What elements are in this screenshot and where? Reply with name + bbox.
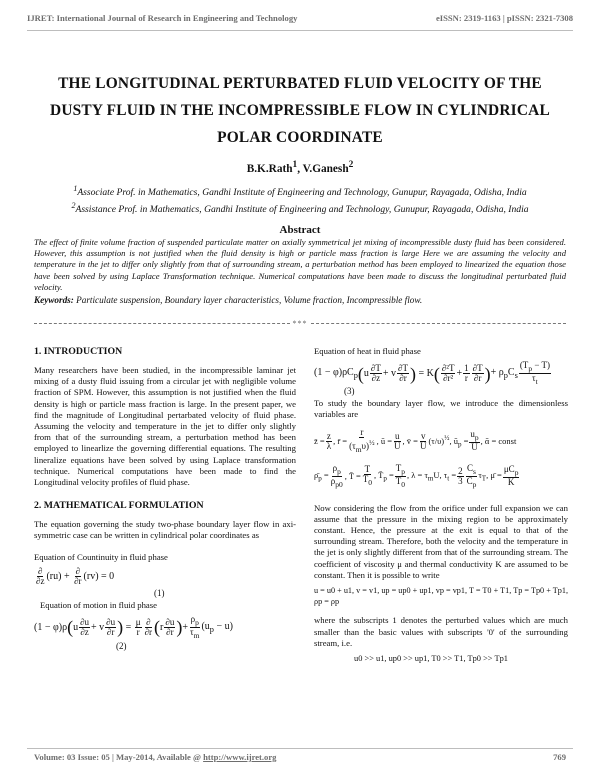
eq2-number: (2) (116, 640, 127, 651)
heat-equation: $(1 - \varphi)\rho C_p$ ( u $\frac{\partial T}{\partial z}$ + v $\frac{\partial T}{\partial r}$ ) = K ( $\frac{\text{∂²T}}{\text{∂r²}}$ + $\frac{1}{r}$ $\frac{\partial T}{\partial r}$ ) + $\rho_pC_s$ $\frac{(T_p - T)}{\tau_t}$ (314, 360, 550, 386)
dimensionless-variables-2: $\rhō_p$ = $\frac{\rho_p}{\rho_{p0}}$ , T̄ = $\frac{T}{T_0}$ , $T̄_p$ = $\frac{T_p}{T_0}$ , $\lambda = \tau_mU$, $\tau_t$ = $\frac{2}{3}$ $\frac{C_s}{C_p}$ $\tau_T$, μ̄ = $\frac{\mu C_p}{K}$ (314, 463, 519, 489)
math-heading: 2. MATHEMATICAL FORMULATION (34, 500, 204, 512)
keywords-text: Particulate suspension, Boundary layer characteristics, Volume fraction, Incompressible flow. (73, 295, 423, 305)
inequalities: u0 >> u1, up0 >> up1, T0 >> T1, Tp0 >> Tp1 (354, 654, 508, 664)
journal-url-link[interactable]: http://www.ijret.org (203, 752, 277, 762)
eq1-number: (1) (154, 587, 165, 598)
left-column (34, 346, 296, 651)
author-2: V.Ganesh (302, 162, 349, 175)
substitution-expression: u = u0 + u1, v = v1, up = up0 + up1, vp = vp1, T = T0 + T1, Tp = Tp0 + Tp1, ρp = ρp (314, 586, 568, 607)
page-footer (34, 752, 566, 766)
abstract-heading: Abstract (279, 224, 321, 236)
continuity-equation: $\frac{\partial}{\partial z}$ (ru) + $\frac{\partial}{\partial r}$ (rv) = 0 (36, 565, 115, 586)
right-column (314, 346, 568, 672)
paper-title: THE LONGITUDINAL PERTURBATED FLUID VELOCITY OF THE DUSTY FLUID IN THE INCOMPRESSIBLE FLOW IN CYLINDRICAL POLAR COORDINATE (50, 75, 550, 146)
study-text: To study the boundary layer flow, we introduce the dimensionless variables are (314, 397, 568, 419)
header-divider (27, 30, 573, 31)
footer-divider (27, 748, 573, 749)
eq3-label: Equation of heat in fluid phase (314, 346, 421, 356)
eq2-label: Equation of motion in fluid phase (40, 599, 158, 610)
motion-equation: (1 − φ)ρ ( u $\frac{\partial u}{\partial z}$ + v $\frac{\partial u}{\partial r}$ ) = $\frac{\mu}{r}$ $\frac{\partial}{\partial r}$ ( r $\frac{\partial u}{\partial r}$ ) + $\frac{\rho_p}{\tau_m}$ $(u_p - u)$ (34, 614, 233, 640)
authors (0, 160, 600, 175)
separator-mark: *** (292, 318, 308, 328)
eq1-label: Equation of Countinuity in fluid phase (34, 551, 168, 562)
page-number: 769 (553, 752, 566, 762)
section-separator (34, 318, 566, 328)
author-1-affil-mark: 1 (292, 160, 298, 170)
eq3-number: (3) (344, 385, 355, 396)
abstract-text: The effect of finite volume fraction of suspended particulate matter on axially symmetrical jet mixing of incompressible dusty fluid has been considered. However, this assumption is not justified when the fluid density is high or particle mass fraction is large Here we are assuming the velocity and temperature in the jet to differ only slightly from that of surrounding stream, a perturbation method has been employed to linearized the equation those have been solved by using Laplace Transformation technique. Numerical computations have been made to discuss the longitudinal perturbated fluid velocity. (34, 237, 566, 292)
footer-volume: Volume: 03 Issue: 05 | May-2014, Available @ http://www.ijret.org (34, 752, 277, 762)
author-separator: , (297, 162, 303, 175)
author-1: B.K.Rath (246, 162, 293, 175)
affiliations (28, 182, 572, 216)
issn-info: eISSN: 2319-1163 | pISSN: 2321-7308 (435, 13, 573, 23)
author-2-affil-mark: 2 (348, 160, 354, 170)
running-header (27, 10, 573, 26)
flow-text: Now considering the flow from the orifice under full expansion we can assume that the pressure in the mixing region to be approximately constant. Hence, the pressure at the exit is equal to that of the surrounding stream. Therefore, both the velocity and the temperature in the jet is only slightly different from that of the surrounding stream. The coefficient of viscosity μ and thermal conductivity K are assumed to be constant. Then it is possible to write (314, 502, 568, 580)
dimensionless-variables-1: z̄ = $\frac{z}{\lambda}$ , r̄ = $\frac{r}{(\tau_m\upsilon)^{\frac{1}{2}}}$ , ū = $\frac{u}{U}$ , v̄ = $\frac{v}{U}$ $(\tau/\upsilon)^{\frac{1}{2}}$, $ū_p$ = $\frac{u_p}{U}$ , ᾱ = const (314, 427, 517, 454)
where-text: where the subscripts 1 denotes the perturbed values which are much smaller than the basic values with subscripts '0' of the surrounding stream, i.e. (314, 615, 568, 648)
math-intro-text: The equation governing the study two-phase boundary layer flow in axi-symmetric case can be written in cylindrical polar coordinates as (34, 519, 296, 541)
keywords-label: Keywords: (34, 295, 74, 305)
intro-heading: 1. INTRODUCTION (34, 346, 123, 357)
affiliation-1: $^1$Associate Prof. in Mathematics, Gandhi Institute of Engineering and Technology, Gunupur, Rayagada, Odisha, India (73, 184, 527, 199)
intro-text: Many researchers have been studied, in the incompressible laminar jet mixing of a dusty fluid issuing from a circular jet with negligible volume fraction of SPM. However, this assumption is not justified when the fluid density is high or particle mass fraction is large. In the present paper, we find the magnitude of Longitudinal pertarbated velocity of fluid phase. Assuming the velocity and temperature in the jet to differ only slightly from that of the surrounding stream, a perturbation method has been employed to linearlize the governing differential equations. The resulting lineralize equations have been solved by using Laplace transformation technique. Numerical computations have been made to find the Longitudinal velocity profiles of fluid phase. (34, 365, 296, 488)
keywords (34, 295, 566, 305)
affiliation-2: $^2$Assistance Prof. in Mathematics, Gandhi Institute of Engineering and Technology, Gunupur, Rayagada, Odisha, India (71, 201, 529, 216)
journal-name: IJRET: International Journal of Research in Engineering and Technology (27, 13, 298, 23)
